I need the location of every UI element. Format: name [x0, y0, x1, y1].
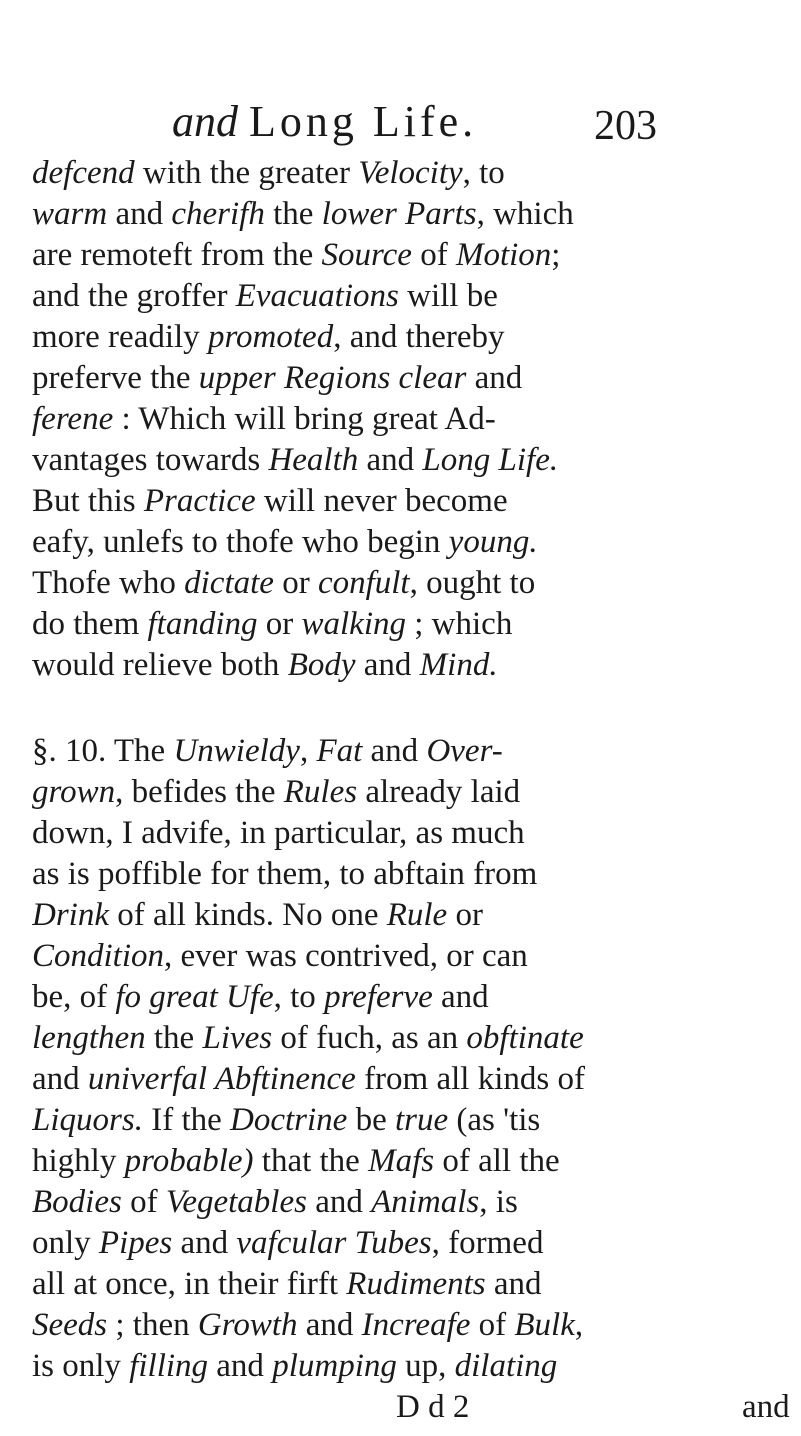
- text-run: , and thereby: [333, 319, 505, 355]
- text-run: as is poffible for them, to abftain from: [32, 856, 538, 892]
- italic-phrase: Motion: [455, 237, 552, 273]
- text-line: [32, 604, 782, 646]
- italic-phrase: Source: [321, 237, 412, 273]
- italic-phrase: Increafe: [361, 1307, 471, 1343]
- text-line: [32, 1100, 782, 1142]
- text-line: [32, 813, 782, 855]
- text-run: up,: [396, 1348, 455, 1384]
- italic-phrase: upper Regions clear: [198, 360, 467, 396]
- italic-phrase: grown: [32, 774, 116, 810]
- italic-phrase: Seeds: [32, 1307, 108, 1343]
- text-run: ; then: [107, 1307, 198, 1343]
- text-run: would relieve both: [32, 647, 288, 683]
- text-line: [32, 772, 782, 814]
- text-run: , befides the: [115, 774, 284, 810]
- text-run: or: [447, 897, 483, 933]
- text-run: : Which will bring great Ad-: [113, 401, 496, 437]
- text-run: or: [273, 565, 318, 601]
- text-line: [32, 895, 782, 937]
- page-number: 203: [594, 103, 657, 149]
- italic-phrase: Over-: [426, 733, 503, 769]
- italic-phrase: promoted: [207, 319, 334, 355]
- text-line: [32, 854, 782, 896]
- text-run: vantages towards: [32, 442, 269, 478]
- text-run: and: [306, 1184, 372, 1220]
- text-run: ,: [574, 1307, 584, 1343]
- text-run: and: [485, 1266, 542, 1302]
- text-run: and: [297, 1307, 362, 1343]
- italic-phrase: Velocity: [358, 155, 463, 191]
- italic-phrase: Mind.: [419, 647, 498, 683]
- italic-phrase: filling: [129, 1348, 209, 1384]
- text-run: and: [362, 733, 427, 769]
- text-run: §. 10. The: [32, 733, 174, 769]
- text-line: [32, 731, 782, 773]
- text-run: will be: [398, 278, 498, 314]
- running-header: [172, 92, 712, 152]
- italic-phrase: walking: [301, 606, 406, 642]
- text-line: [32, 1305, 782, 1347]
- text-line: [32, 481, 782, 523]
- italic-phrase: confult: [317, 565, 410, 601]
- text-run: , to: [273, 979, 325, 1015]
- italic-phrase: Practice: [143, 483, 256, 519]
- italic-phrase: Fat: [316, 733, 363, 769]
- text-run: , is: [479, 1184, 518, 1220]
- italic-phrase: ferene: [32, 401, 114, 437]
- italic-phrase: vafcular Tubes: [236, 1225, 432, 1261]
- text-run: and: [466, 360, 523, 396]
- text-run: and: [358, 442, 423, 478]
- text-run: and the groffer: [32, 278, 236, 314]
- italic-phrase: Liquors.: [32, 1102, 143, 1138]
- text-run: that the: [253, 1143, 369, 1179]
- italic-phrase: dictate: [184, 565, 274, 601]
- text-run: highly: [32, 1143, 125, 1179]
- text-run: (as 'tis: [448, 1102, 541, 1138]
- italic-phrase: Rudiments: [346, 1266, 486, 1302]
- text-run: ;: [551, 237, 561, 273]
- italic-phrase: Growth: [197, 1307, 298, 1343]
- italic-phrase: univerfal Abftinence: [87, 1061, 356, 1097]
- text-run: will never become: [255, 483, 508, 519]
- italic-phrase: Doctrine: [230, 1102, 348, 1138]
- italic-phrase: young.: [448, 524, 538, 560]
- text-line: [32, 1223, 782, 1265]
- italic-phrase: preferve: [324, 979, 433, 1015]
- text-run: do them: [32, 606, 148, 642]
- text-line: [32, 440, 782, 482]
- text-run: of all kinds. No one: [109, 897, 387, 933]
- text-line: [32, 1141, 782, 1183]
- text-line: [32, 235, 782, 277]
- text-line: [32, 399, 782, 441]
- signature-mark: D d 2: [396, 1389, 470, 1425]
- catchword: and: [742, 1389, 790, 1425]
- text-run: the: [264, 196, 322, 232]
- text-run: eafy, unlefs to thofe who begin: [32, 524, 449, 560]
- italic-phrase: true: [394, 1102, 449, 1138]
- text-line: [32, 936, 782, 978]
- header-prefix: and: [172, 97, 238, 146]
- text-run: , which: [476, 196, 574, 232]
- text-line: [32, 1264, 782, 1306]
- text-run: of: [411, 237, 456, 273]
- italic-phrase: Drink: [32, 897, 109, 933]
- text-run: ; which: [406, 606, 513, 642]
- text-run: is only: [32, 1348, 130, 1384]
- text-run: , to: [462, 155, 505, 191]
- italic-phrase: probable): [124, 1143, 254, 1179]
- text-line: [32, 1346, 782, 1388]
- italic-phrase: lower Parts: [321, 196, 477, 232]
- italic-phrase: fo great Ufe: [115, 979, 274, 1015]
- italic-phrase: Body: [287, 647, 356, 683]
- italic-phrase: Mafs: [368, 1143, 435, 1179]
- italic-phrase: Vegetables: [165, 1184, 307, 1220]
- italic-phrase: Pipes: [98, 1225, 173, 1261]
- text-line: [32, 153, 782, 195]
- text-run: already laid: [357, 774, 521, 810]
- text-run: But this: [32, 483, 144, 519]
- page-footer: [0, 1387, 801, 1429]
- text-run: and: [172, 1225, 237, 1261]
- text-run: and: [355, 647, 420, 683]
- text-run: more readily: [32, 319, 208, 355]
- text-line: [32, 1182, 782, 1224]
- italic-phrase: Animals: [371, 1184, 480, 1220]
- italic-phrase: Lives: [202, 1020, 273, 1056]
- italic-phrase: Bodies: [32, 1184, 122, 1220]
- text-run: and: [32, 1061, 88, 1097]
- text-run: be: [347, 1102, 395, 1138]
- text-run: , ought to: [409, 565, 536, 601]
- italic-phrase: lengthen: [32, 1020, 146, 1056]
- text-run: be, of: [32, 979, 116, 1015]
- italic-phrase: defcend: [32, 155, 135, 191]
- text-line: [32, 276, 782, 318]
- italic-phrase: Rule: [386, 897, 448, 933]
- italic-phrase: obftinate: [466, 1020, 584, 1056]
- text-line: [32, 977, 782, 1019]
- text-run: and: [208, 1348, 273, 1384]
- text-line: [32, 1059, 782, 1101]
- text-run: with the greater: [134, 155, 359, 191]
- text-line: [32, 522, 782, 564]
- text-run: ,: [299, 733, 317, 769]
- italic-phrase: Rules: [283, 774, 358, 810]
- text-run: only: [32, 1225, 99, 1261]
- text-line: [32, 645, 782, 687]
- text-line: [32, 358, 782, 400]
- text-run: , formed: [431, 1225, 544, 1261]
- text-run: If the: [142, 1102, 231, 1138]
- italic-phrase: Condition: [32, 938, 165, 974]
- text-run: or: [257, 606, 302, 642]
- text-run: of all the: [434, 1143, 560, 1179]
- text-line: [32, 317, 782, 359]
- italic-phrase: cherifh: [171, 196, 265, 232]
- text-run: down, I advife, in particular, as much: [32, 815, 525, 851]
- text-run: are remoteft from the: [32, 237, 322, 273]
- italic-phrase: ftanding: [147, 606, 258, 642]
- text-run: preferve the: [32, 360, 199, 396]
- italic-phrase: plumping: [272, 1348, 397, 1384]
- italic-phrase: dilating: [454, 1348, 558, 1384]
- italic-phrase: Evacuations: [235, 278, 399, 314]
- text-run: from all kinds of: [355, 1061, 585, 1097]
- text-run: the: [145, 1020, 203, 1056]
- text-line: [32, 1018, 782, 1060]
- header-title: Long Life.: [249, 97, 478, 146]
- text-run: , ever was contrived, or can: [164, 938, 528, 974]
- italic-phrase: Long Life.: [422, 442, 559, 478]
- text-run: Thofe who: [32, 565, 185, 601]
- italic-phrase: Unwieldy: [173, 733, 300, 769]
- italic-phrase: Health: [268, 442, 359, 478]
- text-run: of: [470, 1307, 515, 1343]
- text-run: of: [121, 1184, 166, 1220]
- text-line: [32, 194, 782, 236]
- text-run: of fuch, as an: [272, 1020, 467, 1056]
- italic-phrase: Bulk: [514, 1307, 575, 1343]
- italic-phrase: warm: [32, 196, 108, 232]
- text-run: and: [432, 979, 489, 1015]
- text-line: [32, 563, 782, 605]
- text-run: all at once, in their firft: [32, 1266, 347, 1302]
- text-run: and: [107, 196, 172, 232]
